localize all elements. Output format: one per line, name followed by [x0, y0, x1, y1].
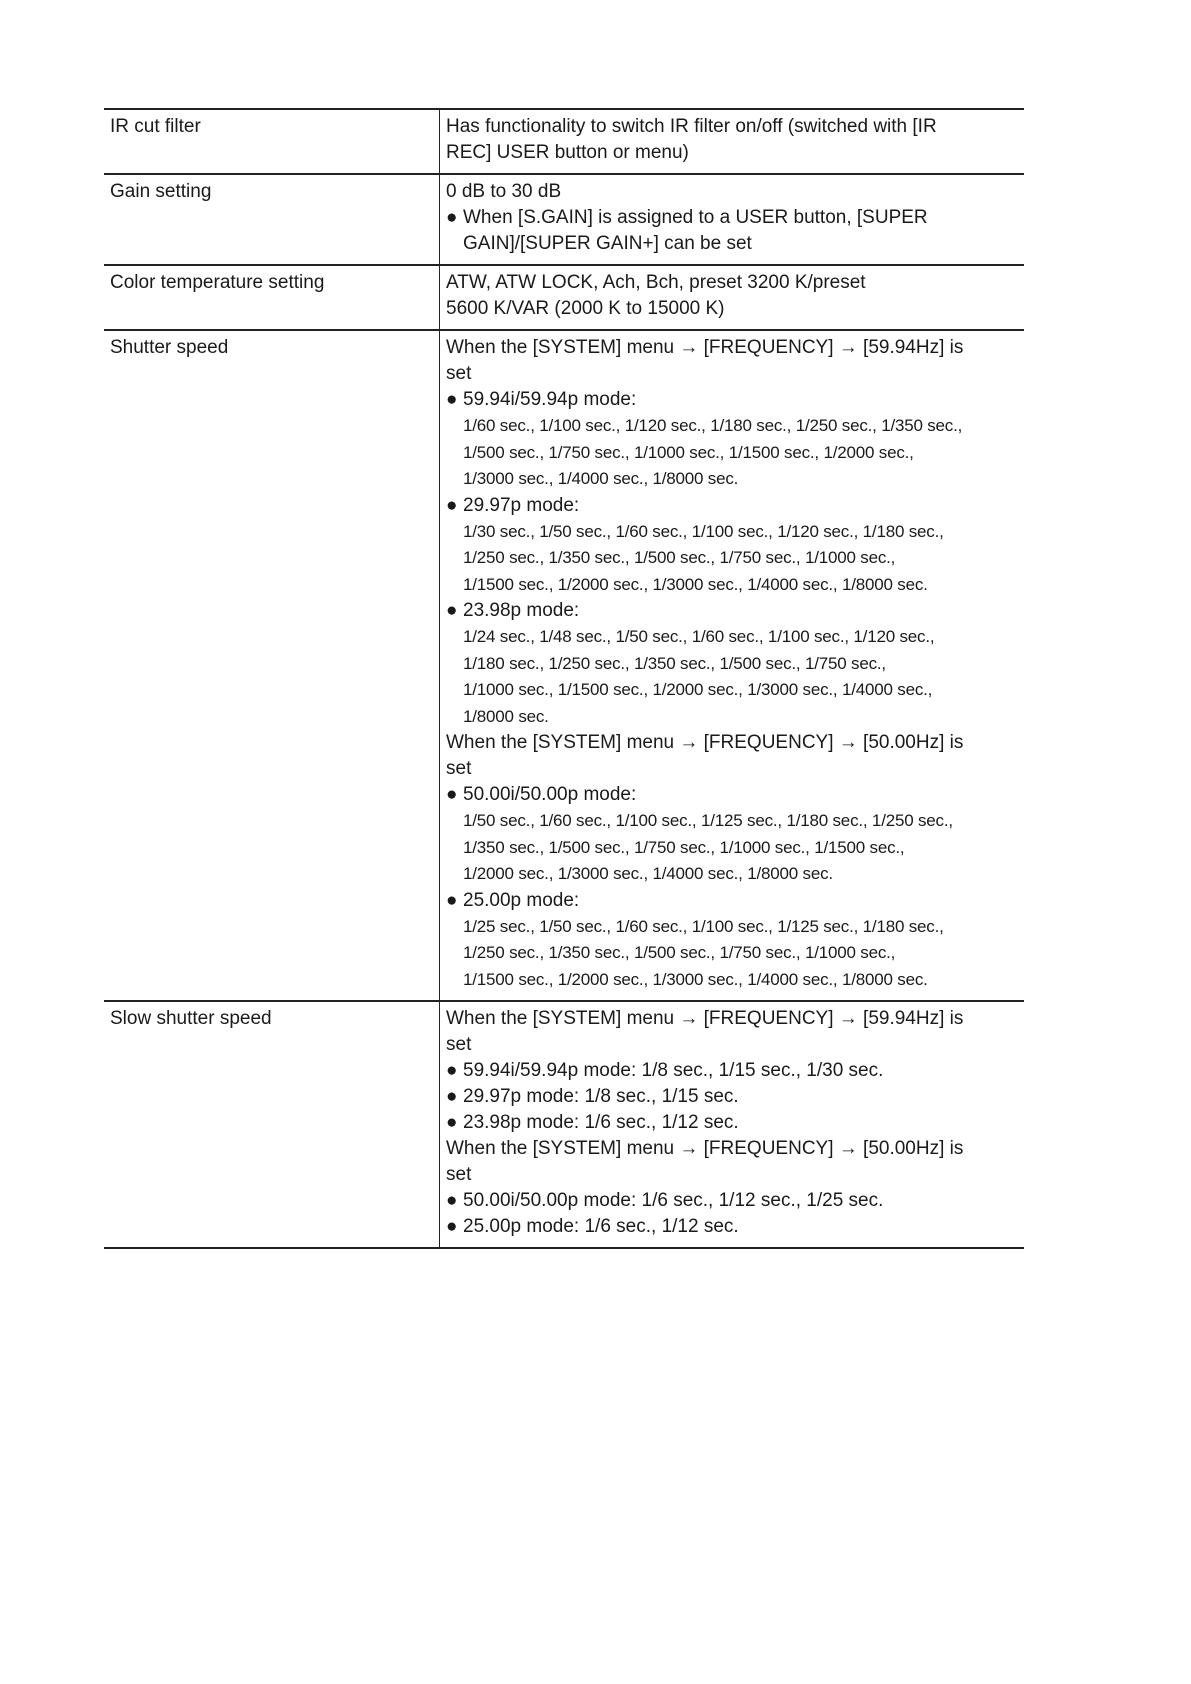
frequency-condition: set	[446, 1164, 472, 1185]
values-line: 1/30 sec., 1/50 sec., 1/60 sec., 1/100 sec., 1/120 sec., 1/180 sec.,	[463, 521, 944, 541]
spec-table	[104, 108, 1024, 1249]
spec-label: Shutter speed	[104, 330, 440, 1001]
text-line: When [S.GAIN] is assigned to a USER button, [SUPER	[463, 207, 928, 228]
text-line: 0 dB to 30 dB	[446, 181, 562, 202]
bullet-dot-icon: ●	[446, 889, 458, 911]
bullet-dot-icon: ●	[446, 207, 458, 228]
text-line: 5600 K/VAR (2000 K to 15000 K)	[446, 298, 725, 319]
text-line: GAIN]/[SUPER GAIN+] can be set	[463, 233, 752, 254]
mode-name: 29.97p mode:	[463, 494, 580, 516]
text-line: ATW, ATW LOCK, Ach, Bch, preset 3200 K/preset	[446, 272, 866, 293]
bullet-item	[446, 205, 1018, 257]
values-line: 1/25 sec., 1/50 sec., 1/60 sec., 1/100 sec., 1/125 sec., 1/180 sec.,	[463, 916, 944, 936]
bullet-dot-icon: ●	[446, 389, 458, 410]
frequency-condition: When the [SYSTEM] menu → [FREQUENCY] → [50.00Hz] is	[446, 1138, 964, 1159]
frequency-condition: When the [SYSTEM] menu → [FREQUENCY] → [59.94Hz] is	[446, 337, 964, 358]
values-line: 1/500 sec., 1/750 sec., 1/1000 sec., 1/1500 sec., 1/2000 sec.,	[463, 442, 914, 462]
values-line: 1/250 sec., 1/350 sec., 1/500 sec., 1/750 sec., 1/1000 sec.,	[463, 548, 896, 567]
values-line: 1/1500 sec., 1/2000 sec., 1/3000 sec., 1/4000 sec., 1/8000 sec.	[463, 574, 928, 594]
mode-item	[446, 1188, 1018, 1214]
mode-item	[446, 1058, 1018, 1084]
mode-item	[446, 1084, 1018, 1110]
bullet-dot-icon: ●	[446, 1086, 458, 1107]
spec-label: Gain setting	[104, 174, 440, 265]
text-line: Has functionality to switch IR filter on/off (switched with [IR	[446, 116, 937, 137]
mode-item	[446, 387, 1018, 413]
mode-values	[446, 808, 1018, 888]
mode-name: 59.94i/59.94p mode:	[463, 389, 637, 410]
mode-values	[446, 624, 1018, 730]
spec-label: Color temperature setting	[104, 265, 440, 330]
values-line: 1/8000 sec.	[463, 706, 549, 726]
values-line: 1/350 sec., 1/500 sec., 1/750 sec., 1/1000 sec., 1/1500 sec.,	[463, 837, 905, 857]
spec-row-slow-shutter-speed	[104, 1001, 1024, 1248]
spec-value	[440, 265, 1025, 330]
spec-row-shutter-speed	[104, 330, 1024, 1001]
values-line: 1/2000 sec., 1/3000 sec., 1/4000 sec., 1/8000 sec.	[463, 864, 833, 883]
spec-row-gain-setting	[104, 174, 1024, 265]
spec-row-ir-cut-filter	[104, 109, 1024, 174]
frequency-condition: set	[446, 758, 472, 779]
values-line: 1/24 sec., 1/48 sec., 1/50 sec., 1/60 sec., 1/100 sec., 1/120 sec.,	[463, 627, 935, 646]
spec-label: IR cut filter	[104, 109, 440, 174]
bullet-dot-icon: ●	[446, 1216, 458, 1237]
bullet-dot-icon: ●	[446, 1112, 458, 1133]
values-line: 1/3000 sec., 1/4000 sec., 1/8000 sec.	[463, 469, 739, 488]
frequency-condition: When the [SYSTEM] menu → [FREQUENCY] → [50.00Hz] is	[446, 732, 964, 753]
bullet-dot-icon: ●	[446, 494, 458, 516]
values-line: 1/1000 sec., 1/1500 sec., 1/2000 sec., 1/3000 sec., 1/4000 sec.,	[463, 680, 933, 699]
bullet-dot-icon: ●	[446, 1190, 458, 1211]
spec-label: Slow shutter speed	[104, 1001, 440, 1248]
values-line: 1/50 sec., 1/60 sec., 1/100 sec., 1/125 sec., 1/180 sec., 1/250 sec.,	[463, 811, 953, 830]
text-line: REC] USER button or menu)	[446, 142, 689, 163]
mode-text: 50.00i/50.00p mode: 1/6 sec., 1/12 sec., 1/25 sec.	[463, 1190, 884, 1211]
mode-item	[446, 888, 1018, 914]
bullet-dot-icon: ●	[446, 1060, 458, 1081]
spec-value	[440, 330, 1025, 1001]
mode-text: 25.00p mode: 1/6 sec., 1/12 sec.	[463, 1216, 739, 1237]
mode-text: 59.94i/59.94p mode: 1/8 sec., 1/15 sec., 1/30 sec.	[463, 1060, 884, 1081]
spec-row-color-temperature	[104, 265, 1024, 330]
mode-name: 50.00i/50.00p mode:	[463, 784, 637, 805]
frequency-condition: set	[446, 1034, 472, 1055]
mode-values	[446, 914, 1018, 994]
values-line: 1/250 sec., 1/350 sec., 1/500 sec., 1/750 sec., 1/1000 sec.,	[463, 943, 896, 962]
frequency-condition: set	[446, 363, 472, 384]
mode-name: 25.00p mode:	[463, 889, 580, 911]
values-line: 1/1500 sec., 1/2000 sec., 1/3000 sec., 1/4000 sec., 1/8000 sec.	[463, 969, 928, 989]
mode-item	[446, 493, 1018, 519]
mode-item	[446, 782, 1018, 808]
values-line: 1/180 sec., 1/250 sec., 1/350 sec., 1/500 sec., 1/750 sec.,	[463, 653, 886, 673]
mode-text: 29.97p mode: 1/8 sec., 1/15 sec.	[463, 1086, 739, 1107]
spec-value	[440, 174, 1025, 265]
spec-value	[440, 1001, 1025, 1248]
mode-name: 23.98p mode:	[463, 600, 580, 621]
bullet-dot-icon: ●	[446, 784, 458, 805]
mode-item	[446, 1214, 1018, 1240]
frequency-condition: When the [SYSTEM] menu → [FREQUENCY] → [59.94Hz] is	[446, 1008, 964, 1029]
mode-values	[446, 519, 1018, 599]
mode-item	[446, 1110, 1018, 1136]
values-line: 1/60 sec., 1/100 sec., 1/120 sec., 1/180 sec., 1/250 sec., 1/350 sec.,	[463, 416, 963, 435]
mode-text: 23.98p mode: 1/6 sec., 1/12 sec.	[463, 1112, 739, 1133]
spec-value	[440, 109, 1025, 174]
mode-values	[446, 413, 1018, 493]
mode-item	[446, 598, 1018, 624]
bullet-dot-icon: ●	[446, 600, 458, 621]
